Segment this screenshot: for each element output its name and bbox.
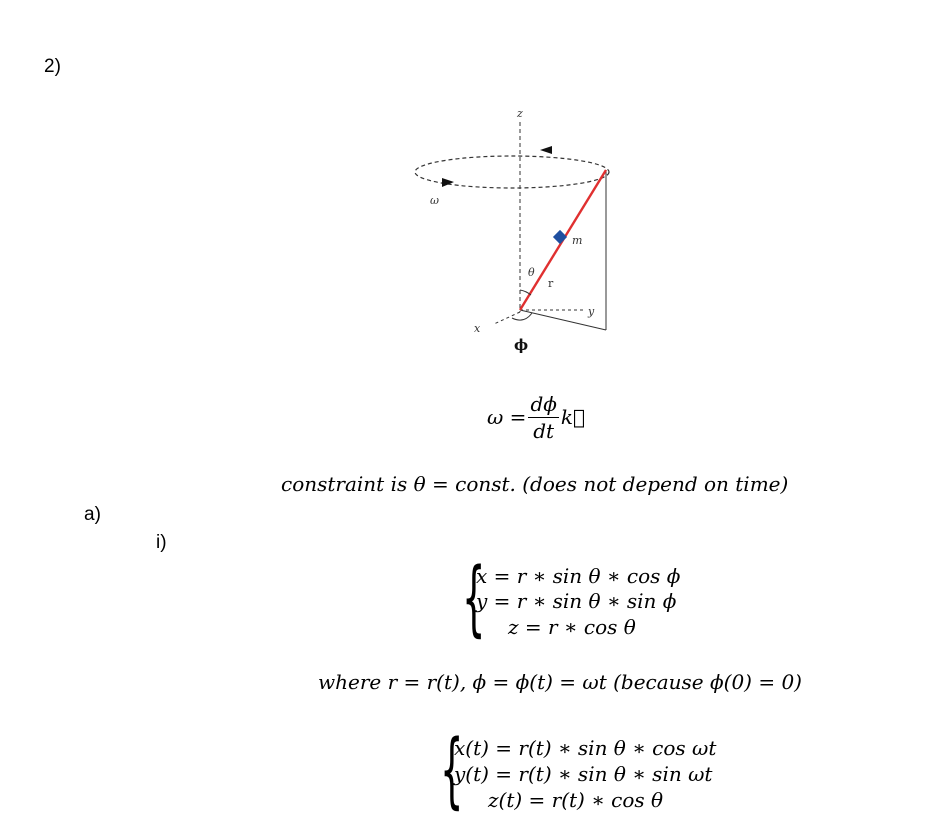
system2-x-equation: x(t) = r(t) ∗ sin θ ∗ cos ωt xyxy=(454,736,717,760)
omega-figure-label: ω xyxy=(430,194,439,207)
r-label: r xyxy=(548,277,554,290)
rotation-arrow-top-icon xyxy=(540,146,552,154)
subpart-a-label: a) xyxy=(84,504,101,525)
omega-fraction xyxy=(528,393,558,442)
subpart-i-label: i) xyxy=(156,532,167,553)
phi-arc xyxy=(512,313,532,320)
axis-y-label: y xyxy=(588,305,595,318)
system-y-equation: y = r ∗ sin θ ∗ sin ϕ xyxy=(476,589,677,613)
time-system xyxy=(440,723,730,818)
mass-label: m xyxy=(572,234,583,247)
spherical-coordinates-figure xyxy=(380,95,640,360)
theta-label: θ xyxy=(528,266,535,279)
x-axis-line xyxy=(494,312,520,324)
rotation-arrow-bottom-icon xyxy=(442,178,454,187)
system-x-equation: x = r ∗ sin θ ∗ cos ϕ xyxy=(476,564,681,588)
axis-x-label: x xyxy=(474,322,481,335)
omega-equation xyxy=(487,392,585,442)
system2-y-equation: y(t) = r(t) ∗ sin θ ∗ sin ωt xyxy=(454,762,713,786)
phi-label: ϕ xyxy=(514,336,529,354)
omega-equation-lhs: ω = xyxy=(487,405,527,429)
axis-z-label: z xyxy=(517,107,523,120)
mass-icon xyxy=(553,230,567,244)
omega-fraction-numerator: dϕ xyxy=(530,391,557,416)
position-system xyxy=(462,551,692,646)
constraint-text: constraint is θ = const. (does not depend on time) xyxy=(281,472,789,496)
system-z-equation: z = r ∗ cos θ xyxy=(508,615,636,639)
part-number: 2) xyxy=(44,56,61,77)
system-brace-icon: { xyxy=(462,551,486,646)
system2-z-equation: z(t) = r(t) ∗ cos θ xyxy=(488,788,664,812)
where-text: where r = r(t), ϕ = ϕ(t) = ωt (because ϕ(0) = 0) xyxy=(318,670,802,694)
omega-equation-vector: k⃗ xyxy=(560,405,585,429)
system2-brace-icon: { xyxy=(440,723,464,818)
omega-fraction-denominator: dt xyxy=(533,418,555,443)
